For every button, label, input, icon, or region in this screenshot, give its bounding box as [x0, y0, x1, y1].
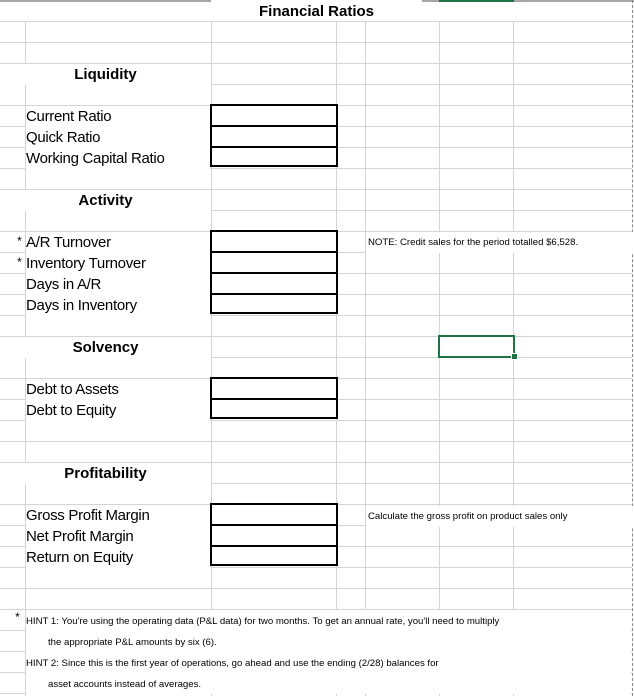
gridline [0, 588, 632, 589]
asterisk-marker: * [17, 255, 22, 269]
hint-2-line-2: asset accounts instead of averages. [26, 673, 631, 694]
input-return-on-equity[interactable] [212, 547, 332, 565]
input-gross-profit-margin[interactable] [212, 505, 332, 523]
asterisk-marker: * [17, 234, 22, 248]
hint-2-line-1: HINT 2: Since this is the first year of operations, go ahead and use the ending (2/28) balances for [26, 652, 631, 673]
label-return-on-equity: Return on Equity [26, 547, 210, 568]
input-inventory-turnover[interactable] [212, 253, 332, 271]
label-net-profit-margin: Net Profit Margin [26, 526, 210, 547]
section-heading-solvency: Solvency [0, 337, 211, 358]
gridline [0, 21, 632, 22]
label-days-in-ar: Days in A/R [26, 274, 210, 295]
sheet-title: Financial Ratios [211, 0, 422, 21]
label-debt-to-equity: Debt to Equity [26, 400, 210, 421]
input-net-profit-margin[interactable] [212, 526, 332, 544]
label-quick-ratio: Quick Ratio [26, 127, 210, 148]
label-ar-turnover: A/R Turnover [26, 232, 210, 253]
fill-handle[interactable] [511, 353, 518, 360]
label-days-in-inventory: Days in Inventory [26, 295, 210, 316]
active-cell-selection[interactable] [438, 335, 515, 358]
page-break-line [632, 0, 633, 696]
input-ar-turnover[interactable] [212, 232, 332, 250]
section-heading-liquidity: Liquidity [0, 64, 211, 85]
input-days-in-ar[interactable] [212, 274, 332, 292]
section-heading-activity: Activity [0, 190, 211, 211]
gridline [0, 441, 632, 442]
selected-column-indicator [439, 0, 514, 2]
label-debt-to-assets: Debt to Assets [26, 379, 210, 400]
note-credit-sales: NOTE: Credit sales for the period totalled $6,528. [366, 232, 633, 253]
section-heading-profitability: Profitability [0, 463, 211, 484]
input-quick-ratio[interactable] [212, 127, 332, 145]
input-debt-to-equity[interactable] [212, 400, 332, 418]
gridline [0, 42, 632, 43]
label-working-capital-ratio: Working Capital Ratio [26, 148, 210, 169]
note-gross-profit: Calculate the gross profit on product sales only [366, 506, 633, 527]
gridline [439, 21, 440, 696]
asterisk-marker: * [15, 610, 20, 624]
hint-1-line-2: the appropriate P&L amounts by six (6). [26, 631, 631, 652]
label-gross-profit-margin: Gross Profit Margin [26, 505, 210, 526]
label-current-ratio: Current Ratio [26, 106, 210, 127]
gridline [365, 21, 366, 696]
label-inventory-turnover: Inventory Turnover [26, 253, 210, 274]
input-debt-to-assets[interactable] [212, 379, 332, 397]
input-working-capital-ratio[interactable] [212, 148, 332, 166]
input-current-ratio[interactable] [212, 106, 332, 124]
input-days-in-inventory[interactable] [212, 295, 332, 313]
hint-1-line-1: HINT 1: You're using the operating data (P&L data) for two months. To get an annual rate, you'll need to multiply [26, 610, 631, 631]
